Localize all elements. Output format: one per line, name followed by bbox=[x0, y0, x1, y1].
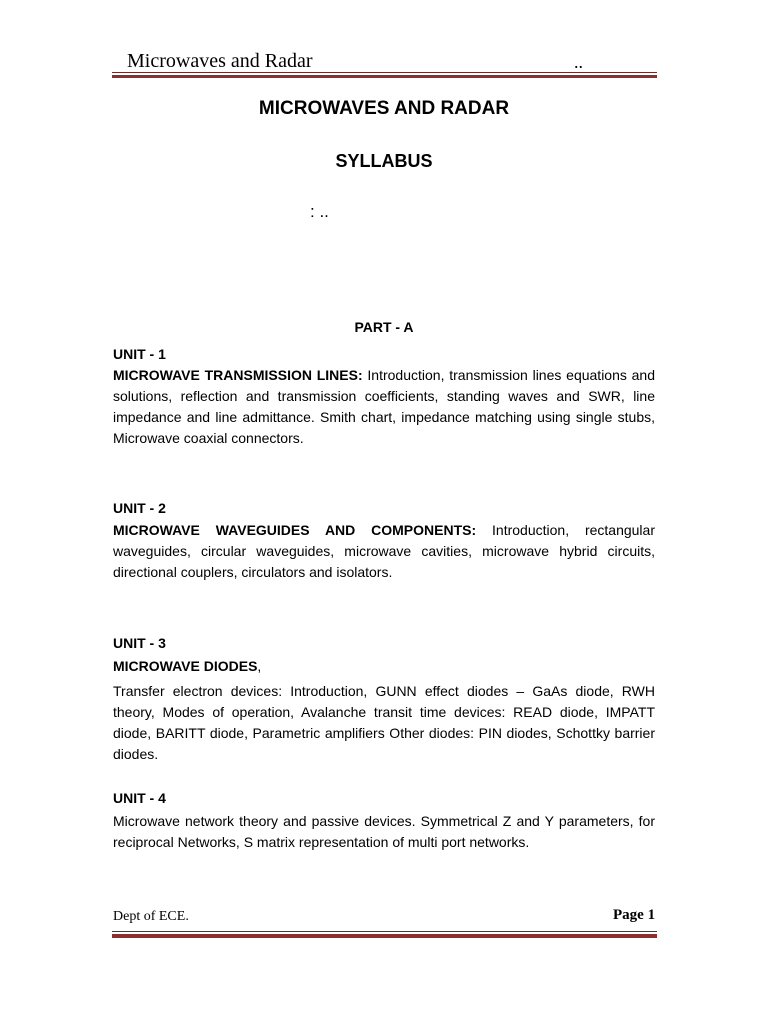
unit-2-lead: MICROWAVE WAVEGUIDES AND COMPONENTS: bbox=[113, 522, 477, 538]
footer-dept: Dept of ECE. bbox=[113, 909, 189, 924]
document-subtitle: SYLLABUS bbox=[335, 151, 433, 171]
header-rule-thin bbox=[112, 72, 657, 73]
header-dots: .. bbox=[574, 52, 583, 72]
document-title: MICROWAVES AND RADAR bbox=[258, 98, 510, 119]
unit-2-text: Introduction, rectangular waveguides, circular waveguides, microwave cavities, microwave hybrid circuits, directional couplers, circulators and isolators. bbox=[113, 522, 655, 580]
unit-3-paragraph: Transfer electron devices: Introduction, GUNN effect diodes – GaAs diode, RWH theory, Modes of operation, Avalanche transit time devices: READ diode, IMPATT diode, BARITT diode, Parametric amplifiers Other diodes: PIN diodes, Schottky barrier diodes. bbox=[113, 683, 655, 762]
footer-page-number: Page 1 bbox=[613, 907, 656, 923]
footer-rule-thick bbox=[112, 934, 657, 938]
unit-3-lead: MICROWAVE DIODES bbox=[113, 658, 258, 674]
header-rule-thick bbox=[112, 75, 657, 78]
header-title: Microwaves and Radar bbox=[127, 50, 313, 72]
unit-4-paragraph: Microwave network theory and passive devices. Symmetrical Z and Y parameters, for reciprocal Networks, S matrix representation of multi port networks. bbox=[113, 813, 655, 850]
unit-1-paragraph bbox=[113, 365, 655, 449]
colon-dots: : .. bbox=[310, 202, 329, 221]
unit-3-lead-suffix: , bbox=[257, 658, 262, 674]
unit-1-heading: UNIT - 1 bbox=[113, 346, 166, 362]
unit-2-paragraph bbox=[113, 520, 655, 583]
unit-1-lead: MICROWAVE TRANSMISSION LINES: bbox=[113, 367, 363, 383]
unit-4-heading: UNIT - 4 bbox=[113, 790, 166, 806]
unit-1-text: Introduction, transmission lines equations and solutions, reflection and transmission coefficients, standing waves and SWR, line impedance and line admittance. Smith chart, impedance matching using single stubs, Microwave coaxial connectors. bbox=[113, 367, 656, 446]
footer-rule-thin bbox=[112, 931, 657, 932]
part-heading: PART - A bbox=[354, 319, 414, 335]
unit-3-heading: UNIT - 3 bbox=[113, 635, 166, 651]
unit-3-subheading bbox=[113, 657, 261, 675]
unit-2-heading: UNIT - 2 bbox=[113, 500, 166, 516]
